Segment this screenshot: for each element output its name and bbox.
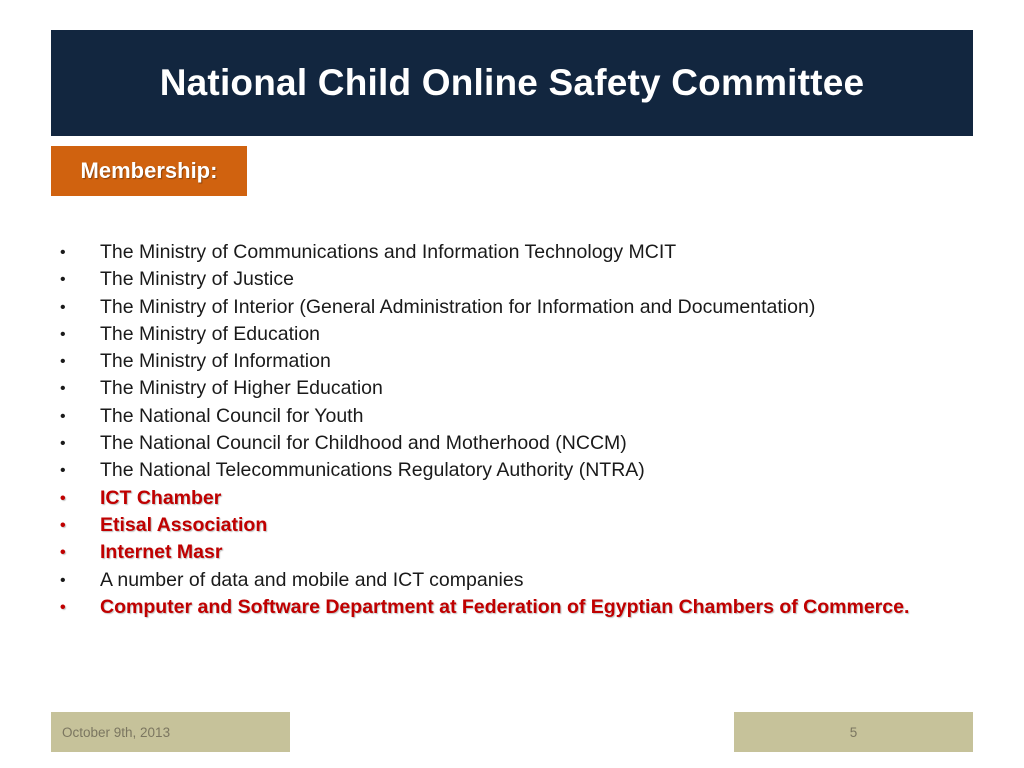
list-item [60, 567, 909, 594]
list-item-text: The National Telecommunications Regulatory Authority (NTRA) [100, 459, 645, 482]
list-item-text: The Ministry of Interior (General Administration for Information and Documentation) [100, 295, 816, 318]
bullet-icon: • [60, 544, 66, 562]
list-item [60, 266, 909, 293]
footer-date: October 9th, 2013 [62, 724, 171, 740]
list-item-text: The Ministry of Education [100, 322, 321, 345]
list-item [60, 457, 909, 484]
bullet-icon: • [60, 244, 66, 261]
list-item-text: The National Council for Youth [100, 404, 364, 427]
bullet-icon: • [60, 353, 66, 371]
slide-title: National Child Online Safety Committee [159, 62, 865, 103]
list-item [60, 430, 909, 457]
bullet-icon: • [60, 271, 66, 289]
list-item [60, 348, 909, 375]
list-item [60, 321, 909, 348]
membership-list [60, 239, 909, 621]
bullet-icon: • [60, 435, 66, 453]
list-item [60, 375, 909, 402]
bullet-icon: • [60, 462, 66, 480]
list-item-text: Internet Masr [100, 541, 223, 564]
list-item-text: ICT Chamber [100, 486, 222, 509]
list-item-text: A number of data and mobile and ICT companies [100, 568, 524, 591]
list-item-text: The Ministry of Communications and Information Technology MCIT [100, 241, 677, 263]
bullet-icon: • [60, 598, 66, 616]
list-item-text: Computer and Software Department at Federation of Egyptian Chambers of Commerce. [100, 595, 910, 618]
bullet-icon: • [60, 489, 66, 507]
section-label: Membership: [80, 158, 218, 183]
footer-date-box [51, 712, 290, 752]
list-item [60, 239, 909, 266]
list-item [60, 485, 909, 512]
title-bar [51, 30, 973, 136]
list-item [60, 294, 909, 321]
bullet-icon: • [60, 298, 66, 316]
list-item-text: The Ministry of Higher Education [100, 377, 383, 400]
bullet-icon: • [60, 571, 66, 589]
section-tag [51, 146, 247, 196]
list-item [60, 512, 909, 539]
list-item-text: The Ministry of Information [100, 350, 331, 373]
footer-page-box [734, 712, 973, 752]
list-item [60, 403, 909, 430]
bullet-icon: • [60, 516, 66, 534]
list-item-text: The Ministry of Justice [100, 268, 294, 291]
bullet-icon: • [60, 407, 66, 425]
list-item [60, 594, 909, 621]
bullet-icon: • [60, 380, 66, 398]
list-item-text: The National Council for Childhood and Motherhood (NCCM) [100, 432, 627, 455]
list-item-text: Etisal Association [100, 513, 268, 536]
bullet-icon: • [60, 325, 66, 343]
page-number: 5 [849, 724, 858, 740]
list-item [60, 539, 909, 566]
